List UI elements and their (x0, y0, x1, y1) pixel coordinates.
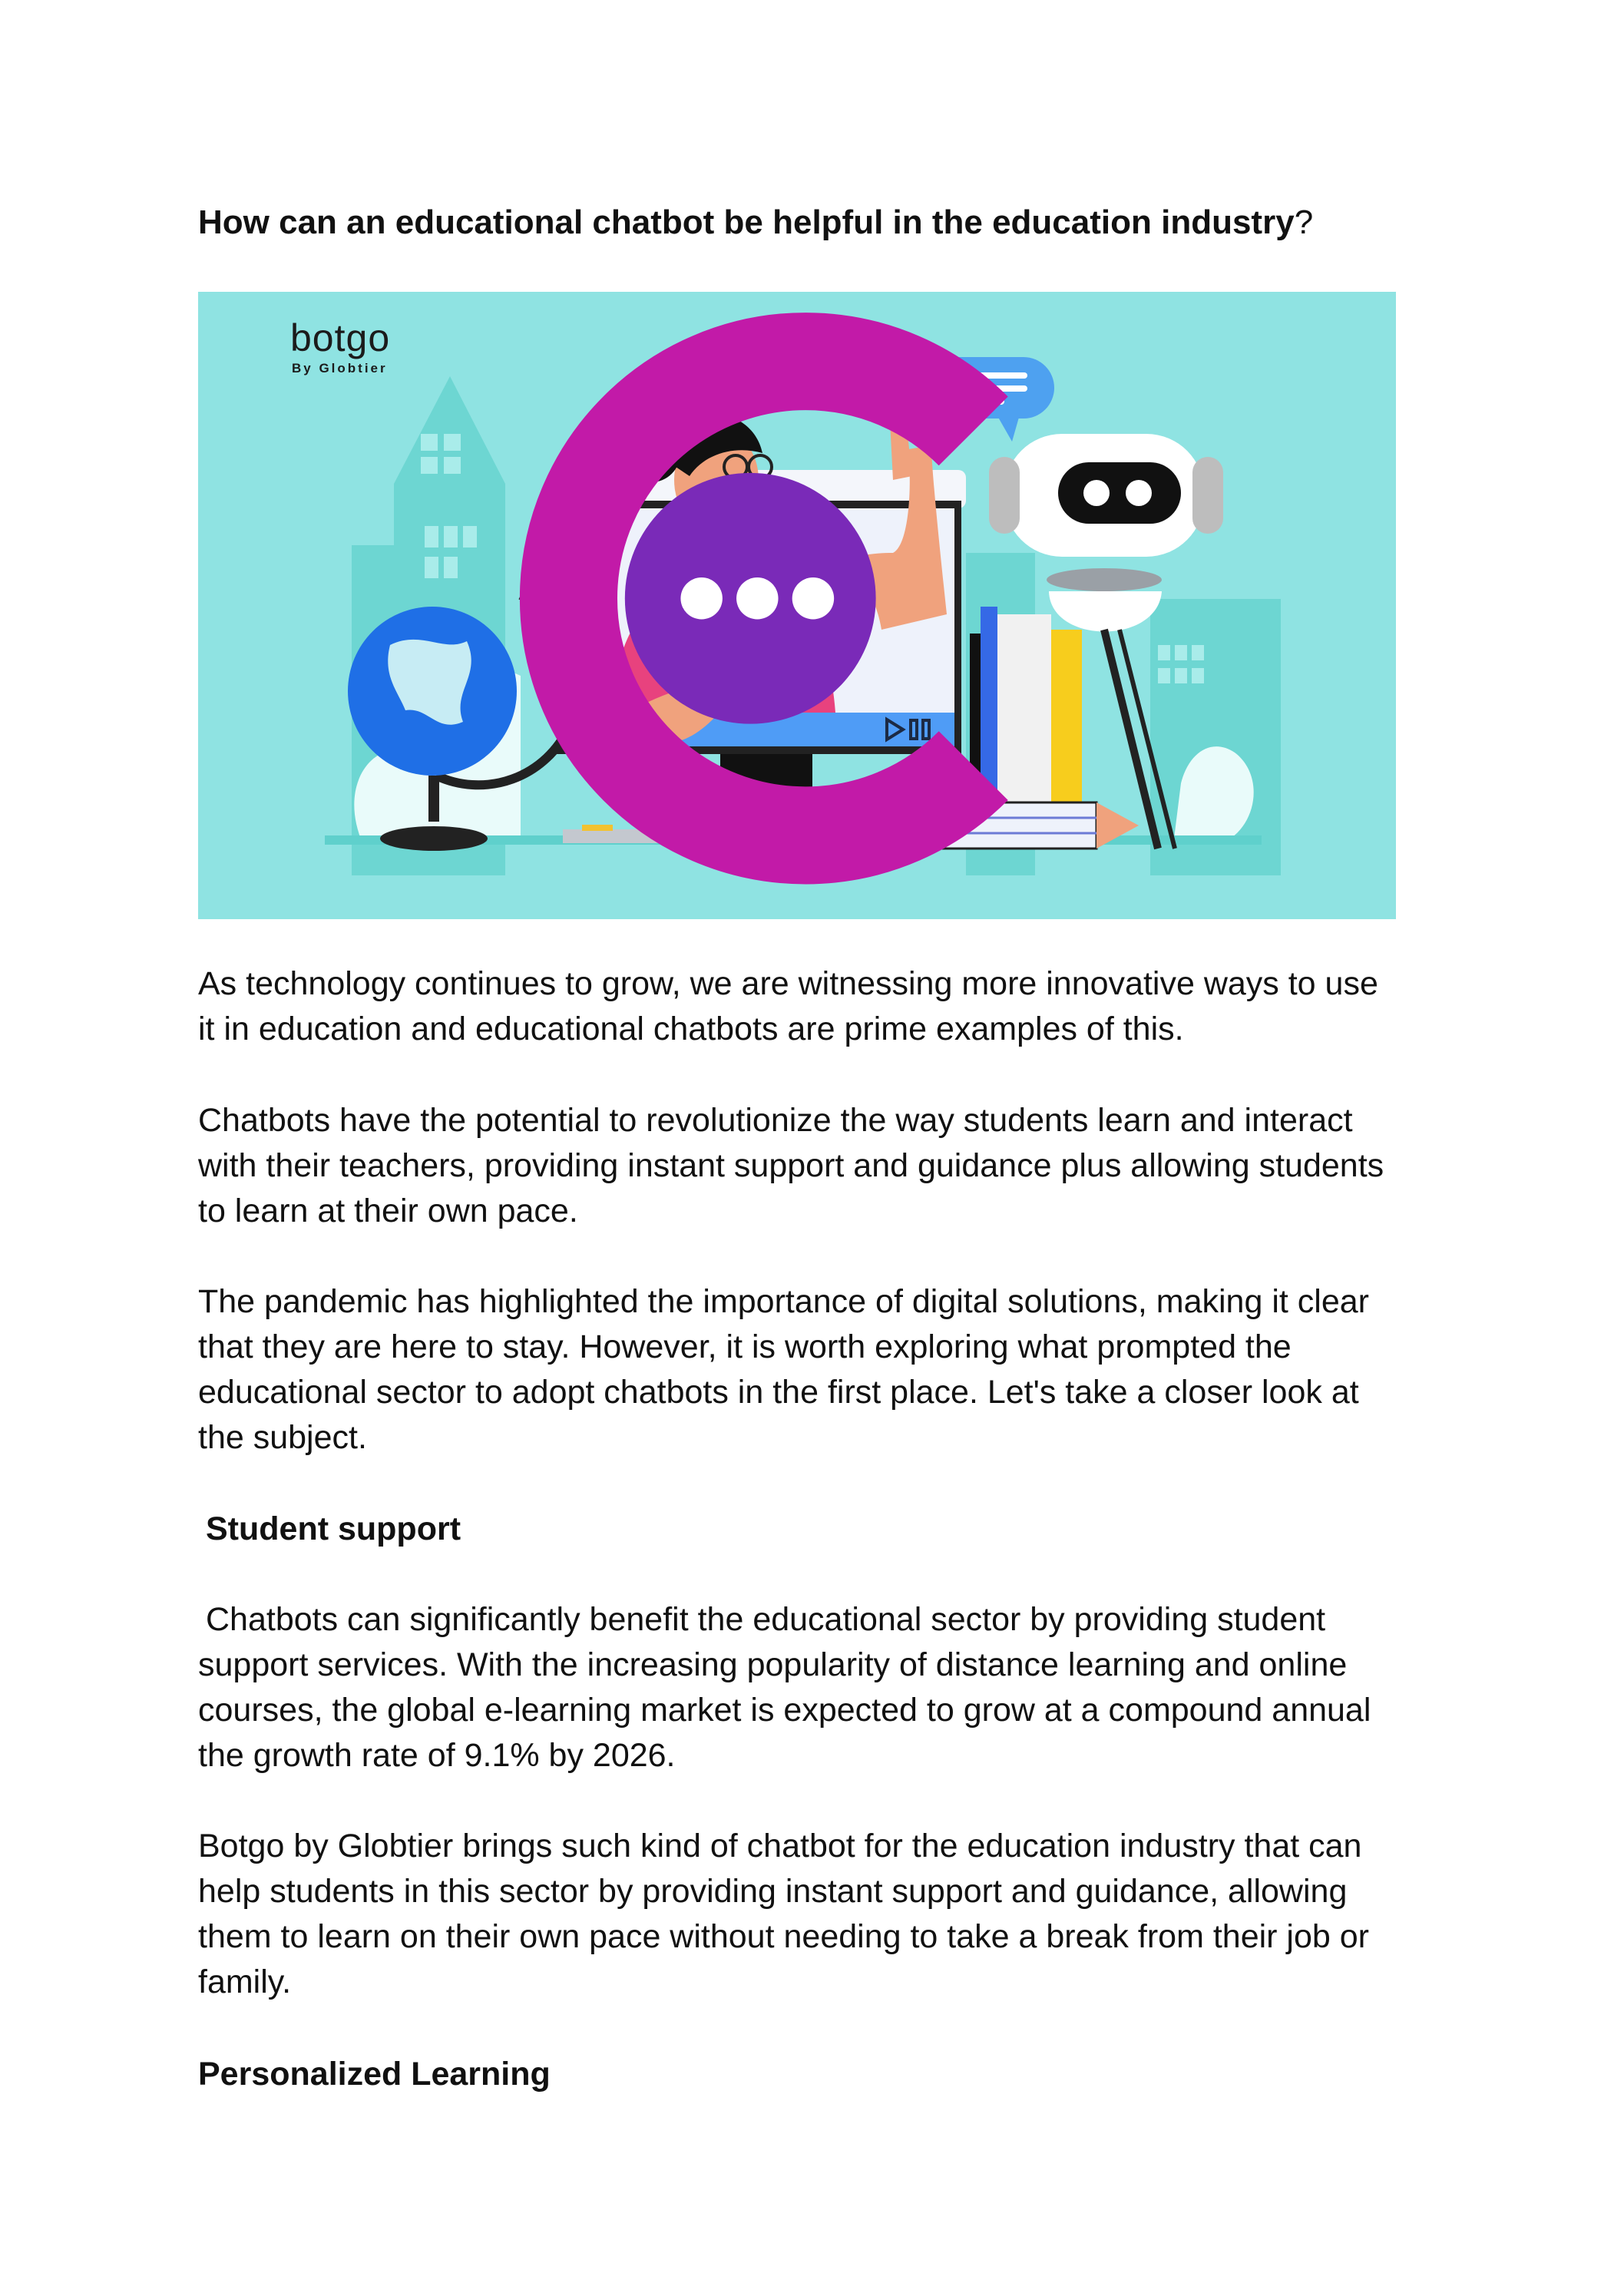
hero-illustration (198, 292, 1396, 919)
section-heading-student-support: Student support (206, 1510, 461, 1547)
text-line: family. (198, 1964, 292, 2000)
text-line: help students in this sector by providing instant support and guidance, allowing (198, 1873, 1348, 1910)
student-support-paragraph-2 (198, 1824, 1457, 2005)
intro-paragraph-2 (198, 1098, 1457, 1234)
intro-paragraph-1 (198, 961, 1457, 1052)
text-line: Chatbots have the potential to revolutionize the way students learn and interact (198, 1102, 1353, 1139)
text-line: the subject. (198, 1419, 367, 1456)
page-title-text: How can an educational chatbot be helpful in the education industry (198, 203, 1295, 241)
text-line: As technology continues to grow, we are witnessing more innovative ways to use (198, 965, 1378, 1002)
text-line: courses, the global e-learning market is expected to grow at a compound annual (198, 1692, 1371, 1729)
page-title-question-mark: ? (1294, 203, 1314, 241)
text-line: The pandemic has highlighted the importance of digital solutions, making it clear (198, 1283, 1369, 1320)
text-line: that they are here to stay. However, it is worth exploring what prompted the (198, 1328, 1292, 1365)
text-line: Botgo by Globtier brings such kind of chatbot for the education industry that can (198, 1828, 1362, 1864)
page-title (198, 200, 1313, 246)
intro-paragraph-3 (198, 1279, 1457, 1461)
logo-tagline: By Globtier (292, 361, 388, 375)
student-support-paragraph-1 (198, 1597, 1457, 1778)
section-heading-personalized-learning: Personalized Learning (198, 2056, 551, 2093)
botgo-chat-logo-icon (221, 306, 1396, 919)
text-line: with their teachers, providing instant support and guidance plus allowing students (198, 1147, 1384, 1184)
text-line: it in education and educational chatbots are prime examples of this. (198, 1011, 1184, 1047)
text-line: them to learn on their own pace without needing to take a break from their job or (198, 1918, 1369, 1955)
botgo-logo (221, 306, 390, 382)
text-line: the growth rate of 9.1% by 2026. (198, 1737, 676, 1774)
logo-wordmark: botgo (290, 316, 391, 359)
text-line: support services. With the increasing popularity of distance learning and online (198, 1646, 1348, 1683)
text-line: to learn at their own pace. (198, 1193, 578, 1229)
text-line: Chatbots can significantly benefit the educational sector by providing student (206, 1601, 1326, 1638)
text-line: educational sector to adopt chatbots in the first place. Let's take a closer look at (198, 1374, 1359, 1411)
